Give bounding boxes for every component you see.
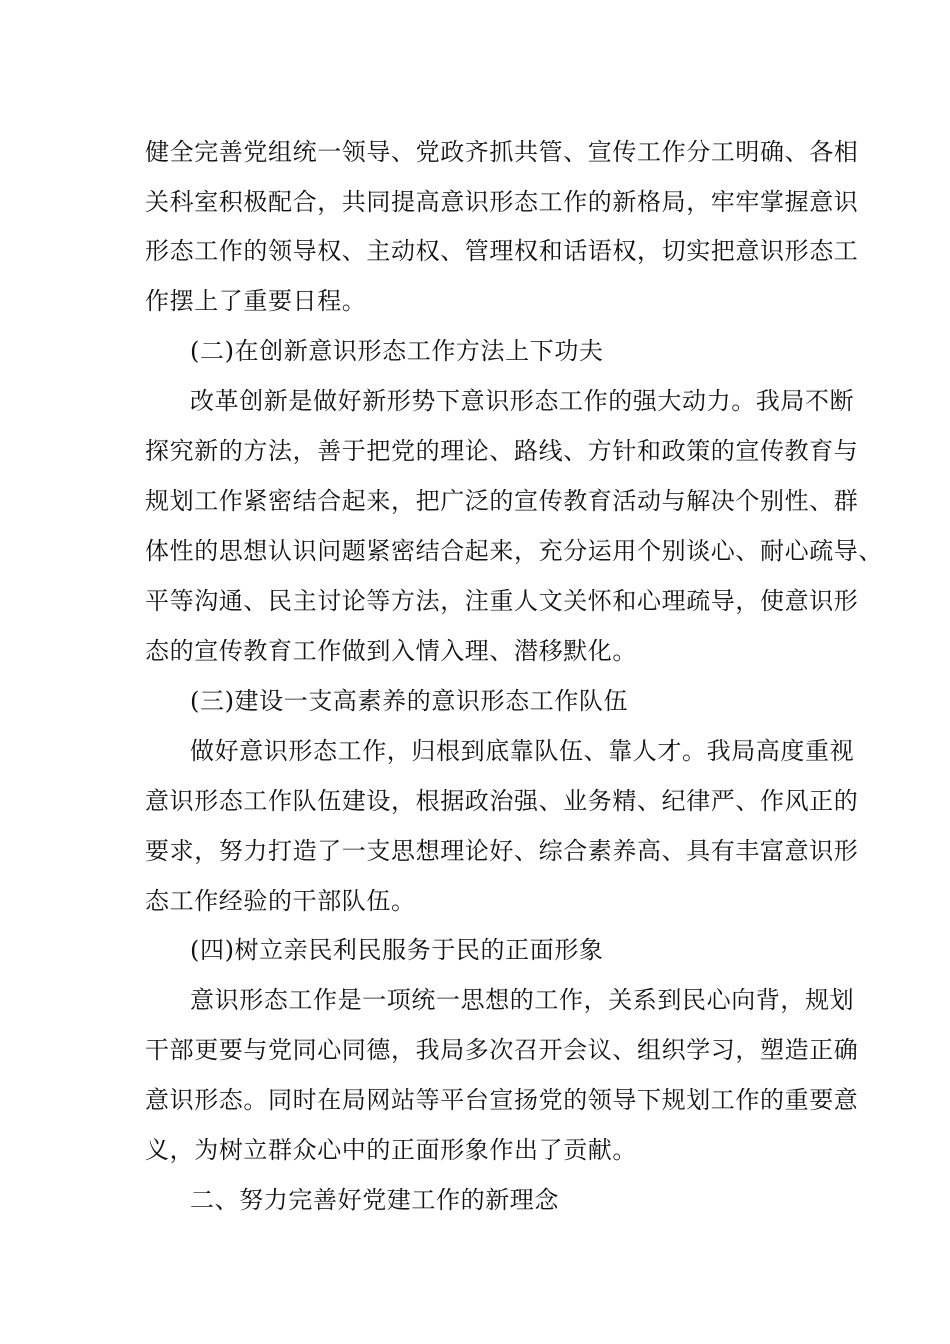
text-line: 意识形态工作是一项统一思想的工作，关系到民心向背，规划 bbox=[190, 986, 855, 1014]
text-line: 改革创新是做好新形势下意识形态工作的强大动力。我局不断 bbox=[190, 387, 855, 415]
text-line: 干部更要与党同心同德，我局多次召开会议、组织学习，塑造正确 bbox=[145, 1036, 859, 1064]
text-line: 态工作经验的干部队伍。 bbox=[145, 887, 416, 915]
text-line: 关科室积极配合，共同提高意识形态工作的新格局，牢牢掌握意识 bbox=[145, 188, 859, 216]
section-heading: 二、努力完善好党建工作的新理念 bbox=[190, 1186, 559, 1214]
text-line: 健全完善党组统一领导、党政齐抓共管、宣传工作分工明确、各相 bbox=[145, 138, 859, 166]
text-line: 形态工作的领导权、主动权、管理权和话语权，切实把意识形态工 bbox=[145, 237, 859, 265]
section-heading: (二)在创新意识形态工作方法上下功夫 bbox=[190, 337, 604, 365]
text-line: 意识形态。同时在局网站等平台宣扬党的领导下规划工作的重要意 bbox=[145, 1086, 859, 1114]
text-line: 规划工作紧密结合起来，把广泛的宣传教育活动与解决个别性、群 bbox=[145, 487, 859, 515]
section-heading: (三)建设一支高素养的意识形态工作队伍 bbox=[190, 687, 629, 715]
text-line: 态的宣传教育工作做到入情入理、潜移默化。 bbox=[145, 637, 637, 665]
text-line: 做好意识形态工作，归根到底靠队伍、靠人才。我局高度重视 bbox=[190, 737, 855, 765]
text-line: 探究新的方法，善于把党的理论、路线、方针和政策的宣传教育与 bbox=[145, 437, 859, 465]
text-line: 平等沟通、民主讨论等方法，注重人文关怀和心理疏导，使意识形 bbox=[145, 587, 859, 615]
text-line: 义，为树立群众心中的正面形象作出了贡献。 bbox=[145, 1136, 637, 1164]
text-line: 要求，努力打造了一支思想理论好、综合素养高、具有丰富意识形 bbox=[145, 837, 859, 865]
section-heading: (四)树立亲民利民服务于民的正面形象 bbox=[190, 936, 604, 964]
text-line: 意识形态工作队伍建设，根据政治强、业务精、纪律严、作风正的 bbox=[145, 787, 859, 815]
text-line: 作摆上了重要日程。 bbox=[145, 287, 367, 315]
text-line: 体性的思想认识问题紧密结合起来，充分运用个别谈心、耐心疏导、 bbox=[145, 537, 883, 565]
